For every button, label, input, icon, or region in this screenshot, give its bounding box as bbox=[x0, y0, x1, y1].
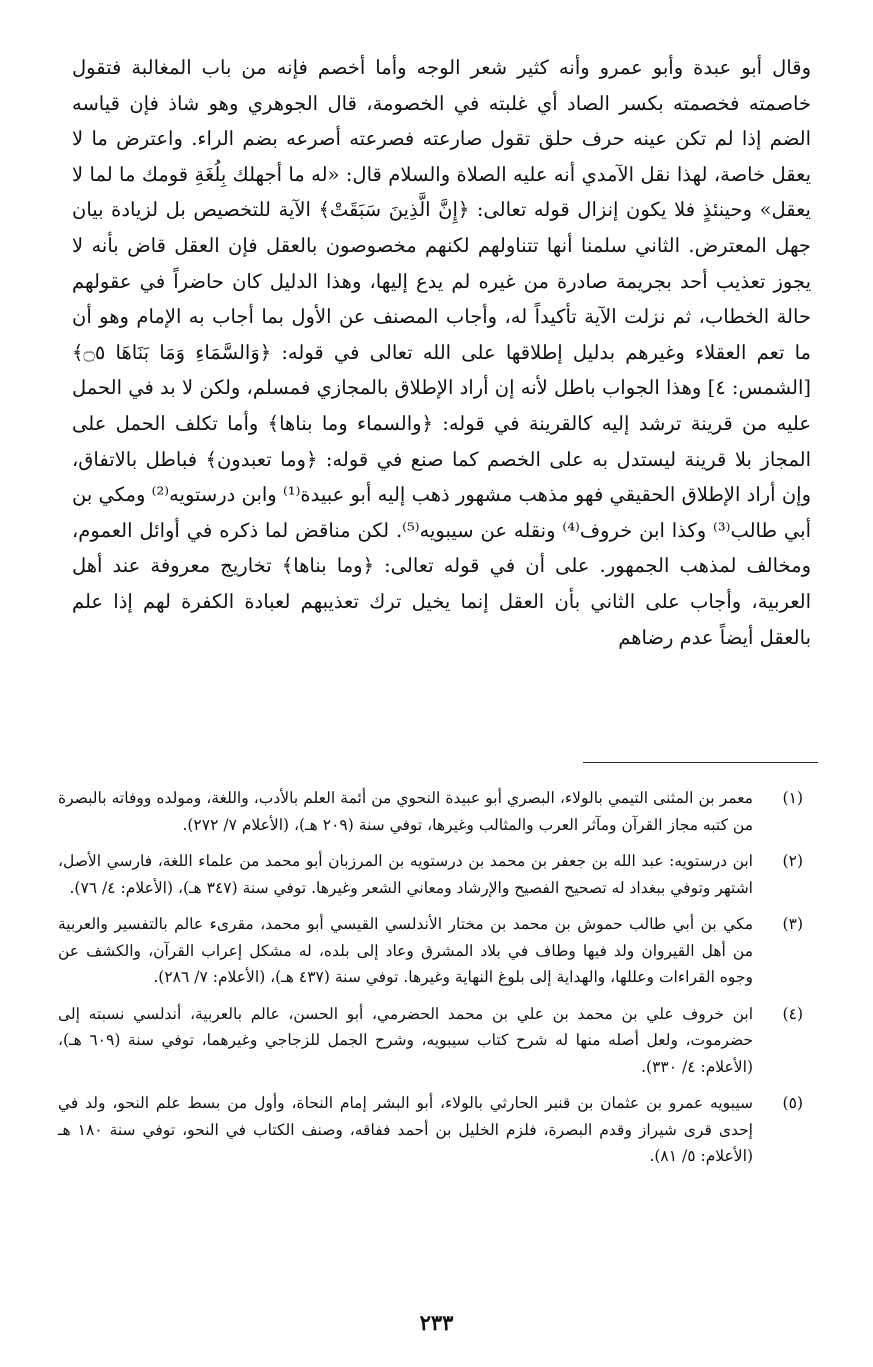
footnote-number: (٤) bbox=[782, 1004, 803, 1023]
footnote-text: ابن درستويه: عبد الله بن جعفر بن محمد بن درستويه بن المرزبان أبو محمد من علماء اللغة، فارسي الأصل، اشتهر وتوفي ببغداد له تصحيح الفصيح والإرشاد ومعاني الشعر وغيرها. توفي سنة (٣٤٧ هـ)، (الأعلام: ٤/ ٧٦). bbox=[58, 852, 753, 897]
footnote-2 bbox=[58, 848, 811, 901]
footnote-3 bbox=[58, 911, 811, 991]
footnote-text: سيبويه عمرو بن عثمان بن قنبر الحارثي بالولاء، أبو البشر إمام النحاة، وأول من بسط علم النحو، ولد في إحدى قرى شيراز وقدم البصرة، فلزم الخليل بن أحمد ففاقه، وصنف الكتاب في النحو، توفي سنة ١٨٠ هـ (الأعلام: ٥/ ٨١). bbox=[58, 1094, 753, 1165]
footnote-number: (٥) bbox=[782, 1094, 803, 1112]
footnote-text: ابن خروف علي بن محمد بن علي بن محمد الحضرمي، أبو الحسن، عالم بالعربية، أندلسي نسبته إلى حضرموت، ولعل أصله منها له شرح كتاب سيبويه، وشرح الجمل للزجاجي وغيرهما، توفي سنة (٦٠٩ هـ)، (الأعلام: ٤/ ٣٣٠). bbox=[58, 1004, 753, 1076]
body-paragraph: وقال أبو عبدة وأبو عمرو وأنه كثير شعر الوجه وأما أخصم فإنه من باب المغالبة فتقول خاصمته فخصمته بكسر الصاد أي غلبته في الخصومة، قال الجوهري وهو شاذ فإن قياسه الضم إذا لم تكن عينه حرف حلق تقول صارعته فصرعته أصرعه بضم الراء. واعترض ما لا يعقل خاصة، لهذا نقل الآمدي أنه عليه الصلاة والسلام قال: «له ما أجهلك بِلُغَةِ قومك ما لما لا يعقل» وحينئذٍ فلا يكون إنزال قوله تعالى: ﴿إِنَّ الَّذِينَ سَبَقَتْ﴾ الآية للتخصيص بل لزيادة بيان جهل المعترض. الثاني سلمنا أنها تتناولهم لكنهم مخصوصون بالعقل فإن العقل قاض بأنه لا يجوز تعذيب أحد بجريمة صادرة من غيره لم يدع إليها، وهذا الدليل كان حاضراً في عقولهم حالة الخطاب، ثم نزلت الآية تأكيداً له، وأجاب المصنف عن الأول بما أجاب به الإمام وهو أن ما تعم العقلاء وغيرهم بدليل إطلاقها على الله تعالى في قوله: ﴿وَالسَّمَاءِ وَمَا بَنَاهَا ۝٥﴾ [الشمس: ٤] وهذا الجواب باطل لأنه إن أراد الإطلاق بالمجازي فمسلم، ولكن لا بد في الحمل عليه من قرينة ترشد إليه كالقرينة في قوله: ﴿والسماء وما بناها﴾ وأما تكلف الحمل على المجاز بلا قرينة ليستدل به على الخصم كما صنع في قوله: ﴿وما تعبدون﴾ فباطل بالاتفاق، وإن أراد الإطلاق الحقيقي فهو مذهب مشهور ذهب إليه أبو عبيدة⁽¹⁾ وابن درستويه⁽²⁾ ومكي بن أبي طالب⁽³⁾ وكذا ابن خروف⁽⁴⁾ ونقله عن سيبويه⁽⁵⁾. لكن مناقض لما ذكره في أوائل العموم، ومخالف لمذهب الجمهور. على أن في قوله تعالى: ﴿وما بناها﴾ تخاريج معروفة عند أهل العربية، وأجاب على الثاني بأن العقل إنما يخيل ترك تعذيبهم لعبادة الكفرة لهم إذا علم بالعقل أيضاً عدم رضاهم bbox=[72, 56, 812, 649]
footnote-text: مكي بن أبي طالب حموش بن محمد بن مختار الأندلسي القيسي أبو محمد، مقرىء عالم بالتفسير والعربية من أهل القيروان ولد فيها وطاف في بلاد المشرق وعاد إلى بلده، له مشكل إعراب القرآن، والكشف عن وجوه القراءات وعللها، والهداية إلى بلوغ النهاية وغيرها. توفي سنة (٤٣٧ هـ)، (الأعلام: ٧/ ٢٨٦). bbox=[58, 915, 753, 986]
footnote-number: (١) bbox=[782, 789, 803, 807]
footnote-4 bbox=[58, 1001, 811, 1081]
footnote-1 bbox=[58, 785, 811, 838]
footnote-text: معمر بن المثنى التيمي بالولاء، البصري أبو عبيدة النحوي من أئمة العلم بالأدب، واللغة، ومولده ووفاته بالبصرة من كتبه مجاز القرآن ومآثر العرب والمثالب وغيرها، توفي سنة (٢٠٩ هـ)، (الأعلام ٧/ ٢٧٢). bbox=[58, 789, 753, 834]
footnotes bbox=[58, 785, 811, 1180]
footnote-number: (٣) bbox=[782, 915, 803, 933]
main-text bbox=[72, 50, 811, 655]
footnote-number: (٢) bbox=[782, 852, 803, 870]
footnote-5 bbox=[58, 1090, 811, 1170]
footnote-separator bbox=[583, 762, 818, 763]
page-number: ٢٣٣ bbox=[419, 1310, 454, 1335]
